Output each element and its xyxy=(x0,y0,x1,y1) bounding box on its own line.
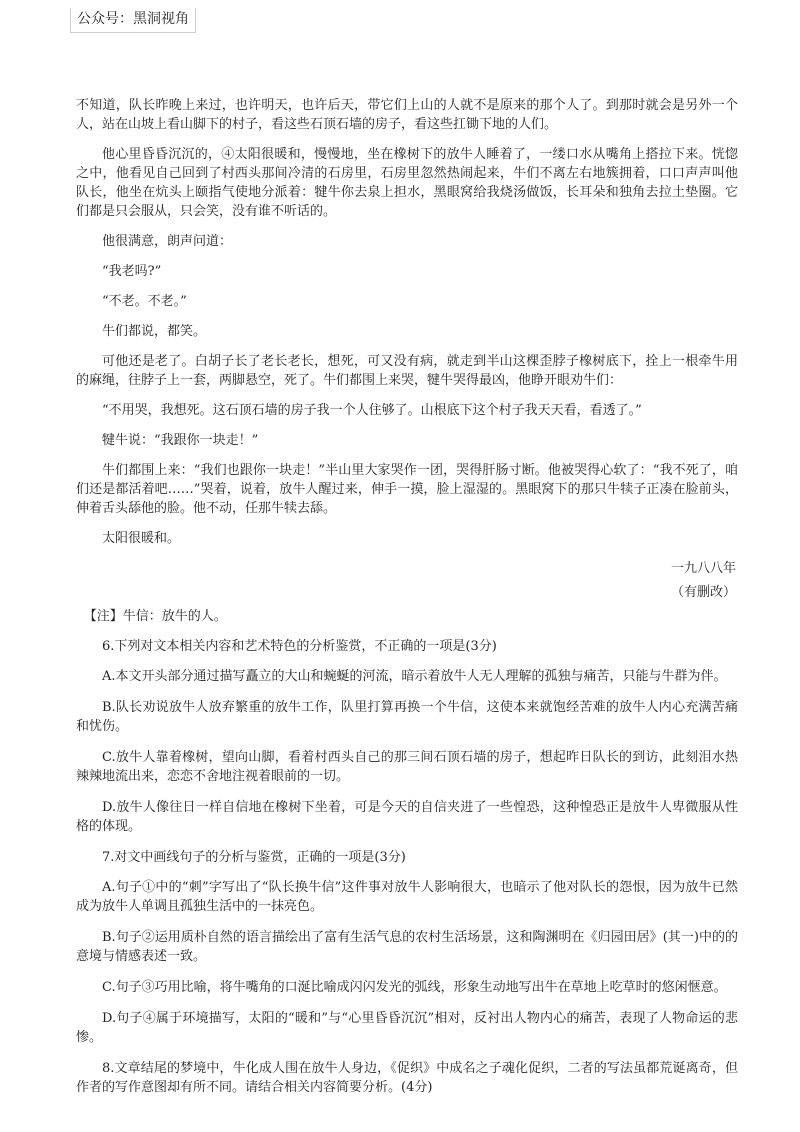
answer-option-a: A.句子①中的“刺”字写出了“队长换牛信”这件事对放牛人影响很大，也暗示了他对队长的怨恨，因为放牛已然成为放牛人单调且孤独生活中的一抹亮色。 xyxy=(76,880,738,914)
passage-edited-note: （有删改） xyxy=(670,585,736,600)
answer-option-b: B.句子②运用质朴自然的语言描绘出了富有生活气息的农村生活场景，这和陶渊明在《归园田居》(其一)中的的意境与情感表述一致。 xyxy=(76,930,738,964)
passage-paragraph: “我老吗?” xyxy=(102,264,162,279)
passage-paragraph: “不老。不老。” xyxy=(102,294,187,309)
passage-paragraph: 牛们都说，都笑。 xyxy=(102,324,207,339)
passage-paragraph: 牛们都围上来：“我们也跟你一块走！”半山里大家哭作一团，哭得肝肠寸断。他被哭得心软了：“我不死了，咱们还是都活着吧……”哭着，说着，放牛人醒过来，伸手一摸，脸上湿湿的。黑眼窝下的那只牛犊子正凑在脸前头，伸着舌头舔他的脸。他不动，任那牛犊去舔。 xyxy=(76,463,738,516)
passage-paragraph: 他很满意，朗声问道： xyxy=(102,234,233,249)
passage-paragraph: 可他还是老了。白胡子长了老长老长，想死，可又没有病，就走到半山这棵歪脖子橡树底下，拴上一根牵牛用的麻绳，往脖子上一套，两脚悬空，死了。牛们都围上来哭，犍牛哭得最凶，他睁开眼劝牛们： xyxy=(76,354,738,388)
answer-option-c: C.句子③巧用比喻，将牛嘴角的口涎比喻成闪闪发光的弧线，形象生动地写出牛在草地上吃草时的悠闲惬意。 xyxy=(102,980,727,995)
question-stem: 7.对文中画线句子的分析与鉴赏，正确的一项是(3分) xyxy=(102,850,406,865)
passage xyxy=(76,96,738,626)
passage-date: 一九八八年 xyxy=(670,561,736,576)
passage-paragraph: 不知道，队长昨晚上来过，也许明天，也许后天，带它们上山的人就不是原来的那个人了。到那时就会是另外一个人，站在山坡上看山脚下的村子，看这些石顶石墙的房子，看这些扛锄下地的人们。 xyxy=(76,98,738,132)
answer-option-b: B.队长劝说放牛人放弃繁重的放牛工作，队里打算再换一个牛信，这使本来就饱经苦难的放牛人内心充满苦痛和忧伤。 xyxy=(76,700,738,734)
question-stem: 6.下列对文本相关内容和艺术特色的分析鉴赏，不正确的一项是(3分) xyxy=(102,639,497,654)
question-6 xyxy=(76,637,738,836)
passage-paragraph: 太阳很暖和。 xyxy=(102,531,181,546)
passage-paragraph: 他心里昏昏沉沉的，④太阳很暖和，慢慢地，坐在橡树下的放牛人睡着了，一缕口水从嘴角上搭拉下来。恍惚之中，他看见自己回到了村西头那间冷清的石房里，石房里忽然热闹起来，牛们不离左右地簇拥着，口口声声叫他队长，他坐在炕头上颐指气使地分派着：犍牛你去泉上担水，黑眼窝给我烧汤做饭，长耳朵和独角去拉土垫圈。它们都是只会服从，只会笑，没有谁不听话的。 xyxy=(76,147,738,219)
question-8 xyxy=(76,1059,738,1097)
footnote: 【注】牛信：放牛的人。 xyxy=(83,609,227,624)
passage-paragraph: “不用哭，我想死。这石顶石墙的房子我一个人住够了。山根底下这个村子我天天看，看透了。” xyxy=(102,403,642,418)
watermark: 公众号：黑洞视角 xyxy=(70,8,196,33)
question-stem: 8.文章结尾的梦境中，牛化成人围在放牛人身边，《促织》中成名之子魂化促织，二者的写法虽都荒诞离奇，但作者的写作意图却有所不同。请结合相关内容简要分析。(4分) xyxy=(76,1061,738,1095)
document-body xyxy=(76,96,738,1109)
question-7 xyxy=(76,848,738,1047)
answer-option-a: A.本文开头部分通过描写矗立的大山和蜿蜒的河流，暗示着放牛人无人理解的孤独与痛苦，只能与牛群为伴。 xyxy=(102,669,727,684)
answer-option-c: C.放牛人靠着橡树，望向山脚，看着村西头自己的那三间石顶石墙的房子，想起昨日队长的到访，此刻泪水热辣辣地流出来，恋恋不舍地注视着眼前的一切。 xyxy=(76,750,738,784)
answer-option-d: D.放牛人像往日一样自信地在橡树下坐着，可是今天的自信夹进了一些惶恐，这种惶恐正是放牛人卑微服从性格的体现。 xyxy=(76,800,738,834)
passage-paragraph: 犍牛说：“我跟你一块走！” xyxy=(102,433,259,448)
answer-option-d: D.句子④属于环境描写，太阳的“暖和”与“心里昏昏沉沉”相对，反衬出人物内心的痛苦，表现了人物命运的悲惨。 xyxy=(76,1011,738,1045)
